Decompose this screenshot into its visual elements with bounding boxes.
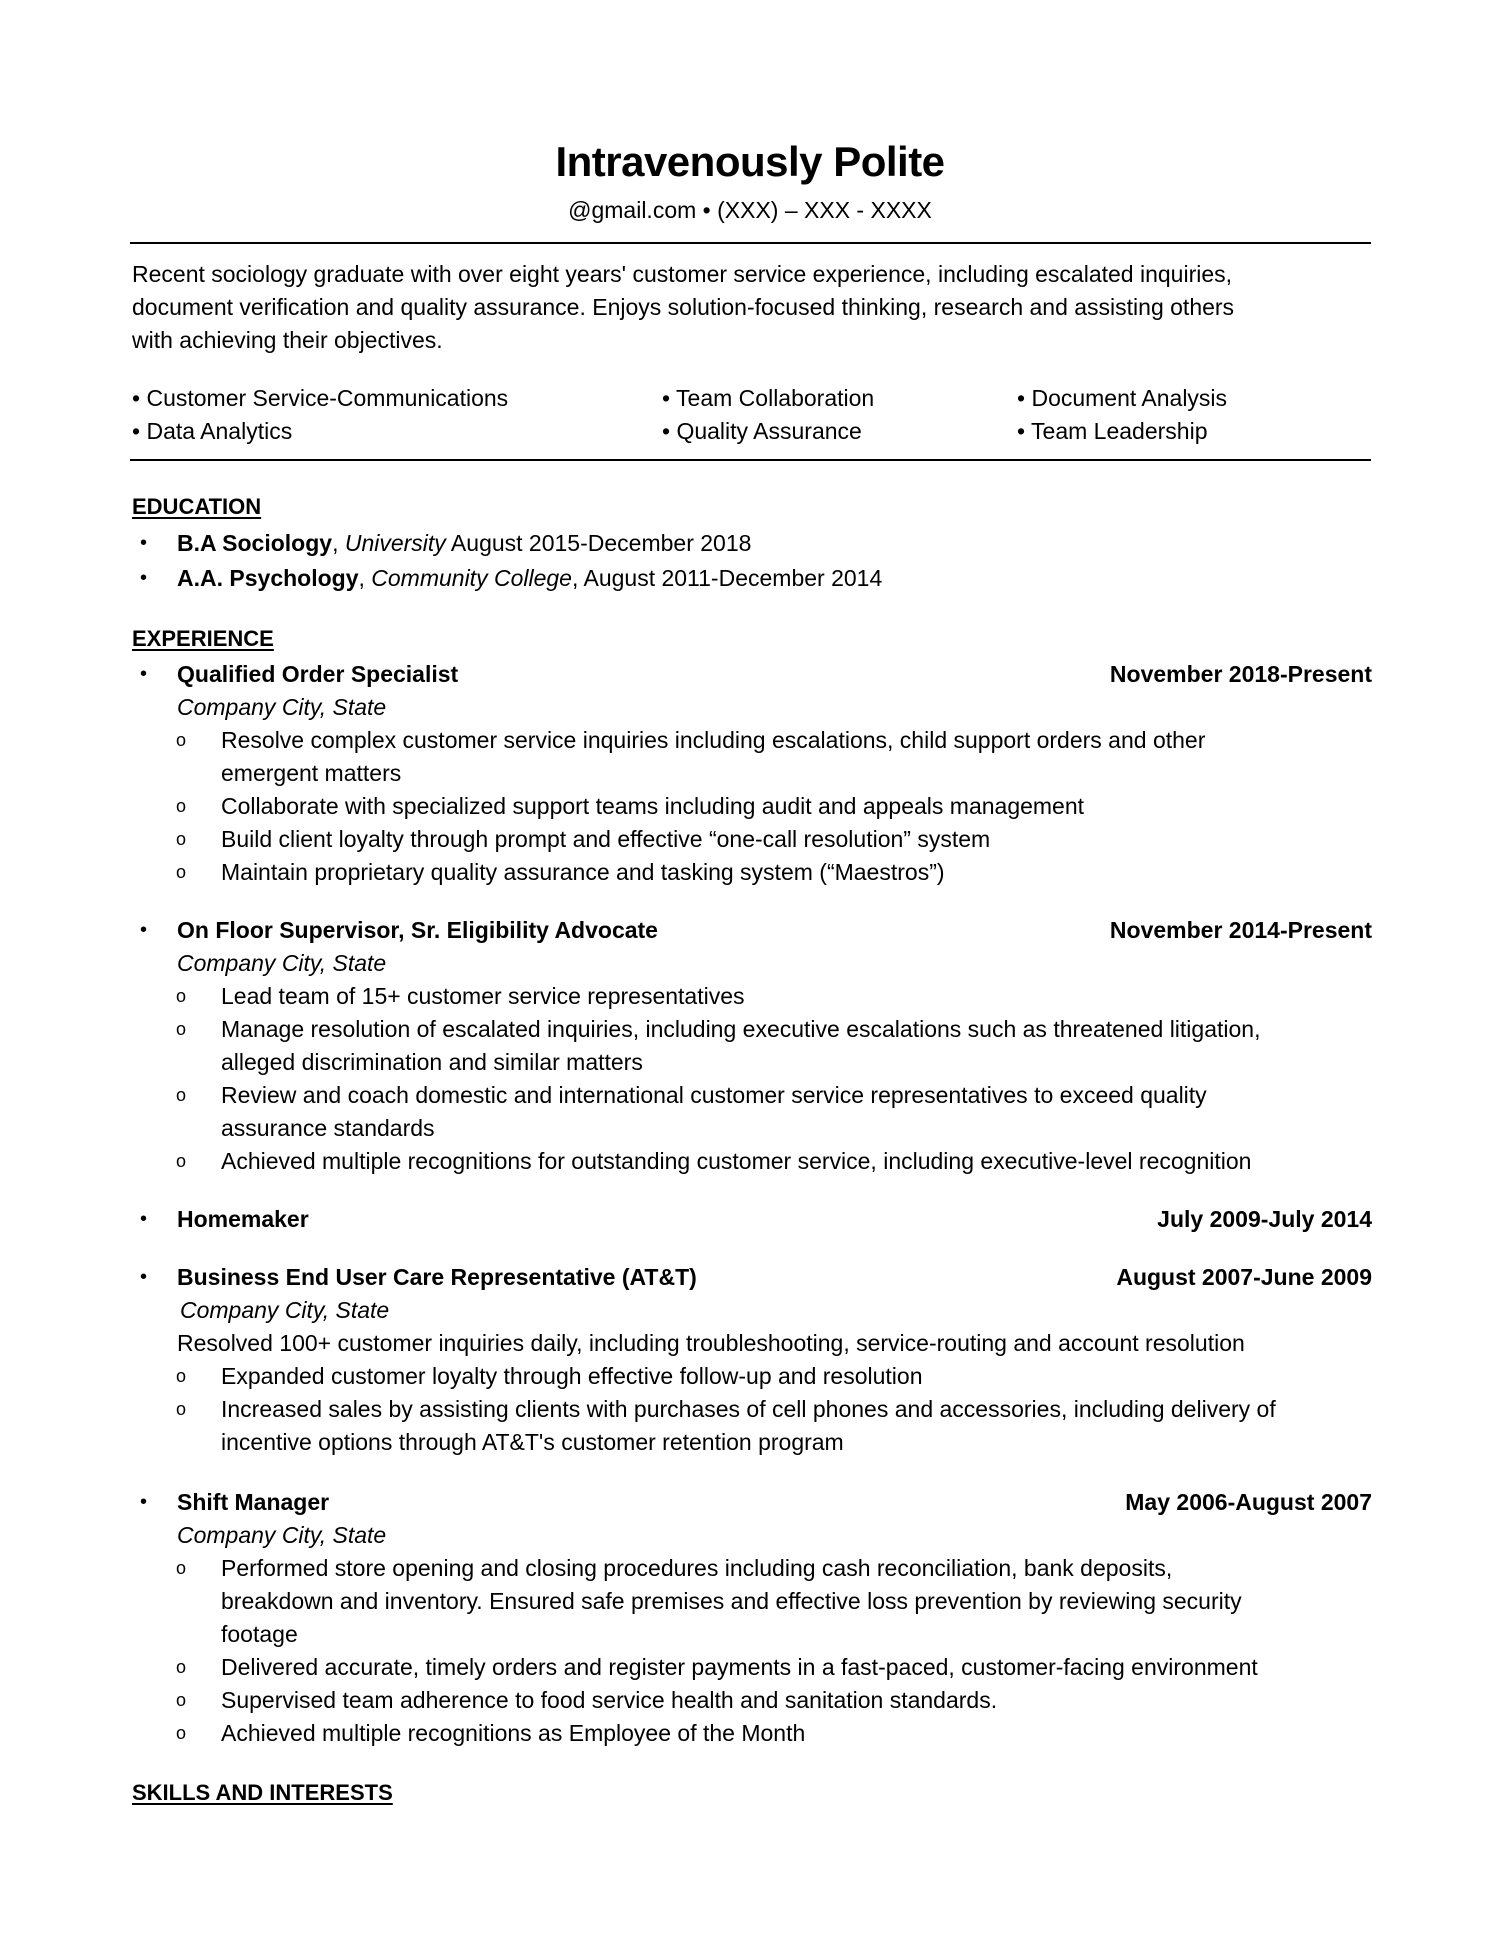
job-bullet: Collaborate with specialized support teams including audit and appeals management	[221, 793, 1085, 819]
job-bullet: Performed store opening and closing procedures including cash reconciliation, bank deposits,	[221, 1555, 1173, 1581]
core-skill: • Data Analytics	[132, 418, 293, 444]
experience-heading: EXPERIENCE	[132, 626, 274, 651]
job-location: Company City, State	[177, 1522, 387, 1548]
job-dates: November 2014-Present	[1109, 917, 1372, 943]
job-bullet: Achieved multiple recognitions for outstanding customer service, including executive-level recognition	[221, 1148, 1252, 1174]
summary-divider	[130, 459, 1371, 461]
sub-bullet-icon: o	[176, 730, 187, 750]
sub-bullet-icon: o	[176, 1019, 187, 1039]
education-heading: EDUCATION	[132, 494, 262, 519]
school: University	[344, 530, 446, 556]
summary-line: with achieving their objectives.	[132, 327, 443, 353]
job-bullet: Achieved multiple recognitions as Employee of the Month	[221, 1720, 806, 1746]
core-skills-row	[132, 382, 1362, 415]
job-title: On Floor Supervisor, Sr. Eligibility Advocate	[177, 917, 658, 943]
core-skill: • Quality Assurance	[662, 418, 862, 444]
bullet-icon: •	[140, 919, 148, 941]
bullet-icon: •	[140, 1208, 148, 1230]
job-bullet: Increased sales by assisting clients with purchases of cell phones and accessories, including delivery of	[221, 1396, 1276, 1422]
sub-bullet-icon: o	[176, 1657, 187, 1677]
sub-bullet-icon: o	[176, 862, 187, 882]
header-divider	[130, 242, 1371, 244]
skills-interests-heading: SKILLS AND INTERESTS	[132, 1780, 393, 1805]
job-bullet-continued: alleged discrimination and similar matters	[221, 1049, 643, 1075]
core-skill: • Team Leadership	[1017, 418, 1208, 444]
job-bullet-continued: emergent matters	[221, 760, 402, 786]
job-entry	[132, 1203, 1372, 1236]
sub-bullet-icon: o	[176, 1399, 187, 1419]
job-location: Company City, State	[180, 1297, 390, 1323]
degree: B.A Sociology	[177, 530, 333, 556]
core-skill: • Team Collaboration	[662, 385, 875, 411]
bullet-icon: •	[140, 1491, 148, 1513]
job-bullet: Manage resolution of escalated inquiries, including executive escalations such as threatened litigation,	[221, 1016, 1261, 1042]
job-bullet: Review and coach domestic and international customer service representatives to exceed quality	[221, 1082, 1207, 1108]
sub-bullet-icon: o	[176, 1366, 187, 1386]
core-skill: • Customer Service-Communications	[132, 385, 509, 411]
education-list	[132, 527, 1372, 595]
core-skills-row	[132, 415, 1362, 448]
core-skill: • Document Analysis	[1017, 385, 1228, 411]
bullet-icon: •	[140, 663, 148, 685]
job-bullet: Expanded customer loyalty through effective follow-up and resolution	[221, 1363, 923, 1389]
job-bullet: Supervised team adherence to food service health and sanitation standards.	[221, 1687, 998, 1713]
job-dates: May 2006-August 2007	[1125, 1489, 1372, 1515]
job-location: Company City, State	[177, 950, 387, 976]
job-bullet-continued: breakdown and inventory. Ensured safe premises and effective loss prevention by reviewing security	[221, 1588, 1242, 1614]
contact-info: @gmail.com • (XXX) – XXX - XXXX	[568, 197, 932, 223]
education-dates: August 2015-December 2018	[445, 530, 752, 556]
sub-bullet-icon: o	[176, 1085, 187, 1105]
job-dates: August 2007-June 2009	[1116, 1264, 1372, 1290]
sub-bullet-icon: o	[176, 1690, 187, 1710]
job-entry	[132, 658, 1372, 889]
job-bullet: Build client loyalty through prompt and effective “one-call resolution” system	[221, 826, 991, 852]
sub-bullet-icon: o	[176, 986, 187, 1006]
school: Community College	[371, 565, 572, 591]
education-item: • A.A. Psychology, Community College, August 2011-December 2014	[132, 562, 1372, 595]
job-dates: July 2009-July 2014	[1157, 1206, 1372, 1232]
job-title: Qualified Order Specialist	[177, 661, 459, 687]
job-summary: Resolved 100+ customer inquiries daily, including troubleshooting, service-routing and account resolution	[177, 1330, 1245, 1356]
summary-line: document verification and quality assurance. Enjoys solution-focused thinking, research and assisting others	[132, 294, 1235, 320]
sub-bullet-icon: o	[176, 829, 187, 849]
sub-bullet-icon: o	[176, 1151, 187, 1171]
bullet-icon: •	[140, 532, 148, 554]
job-dates: November 2018-Present	[1109, 661, 1372, 687]
job-title: Business End User Care Representative (AT&T)	[177, 1264, 697, 1290]
core-skills-grid	[132, 382, 1362, 448]
job-bullet: Delivered accurate, timely orders and register payments in a fast-paced, customer-facing environment	[221, 1654, 1258, 1680]
job-entry	[132, 1486, 1372, 1750]
bullet-icon: •	[140, 1266, 148, 1288]
job-bullet: Maintain proprietary quality assurance and tasking system (“Maestros”)	[221, 859, 945, 885]
bullet-icon: •	[140, 567, 148, 589]
job-bullet-continued: incentive options through AT&T's customer retention program	[221, 1429, 844, 1455]
job-title: Shift Manager	[177, 1489, 330, 1515]
job-bullet-continued: footage	[221, 1621, 298, 1647]
degree: A.A. Psychology	[177, 565, 359, 591]
summary-line: Recent sociology graduate with over eight years' customer service experience, including escalated inquiries,	[132, 261, 1233, 287]
job-bullet: Lead team of 15+ customer service representatives	[221, 983, 745, 1009]
job-entry	[132, 914, 1372, 1178]
job-bullet-continued: assurance standards	[221, 1115, 435, 1141]
job-bullet: Resolve complex customer service inquiries including escalations, child support orders and other	[221, 727, 1206, 753]
job-entry	[132, 1261, 1372, 1459]
education-item: • B.A Sociology, University August 2015-December 2018	[132, 527, 1372, 560]
candidate-name: Intravenously Polite	[555, 138, 945, 185]
professional-summary	[132, 258, 1362, 357]
job-title: Homemaker	[177, 1206, 309, 1232]
sub-bullet-icon: o	[176, 1558, 187, 1578]
education-dates: , August 2011-December 2014	[571, 565, 883, 591]
sub-bullet-icon: o	[176, 1723, 187, 1743]
sub-bullet-icon: o	[176, 796, 187, 816]
job-location: Company City, State	[177, 694, 387, 720]
